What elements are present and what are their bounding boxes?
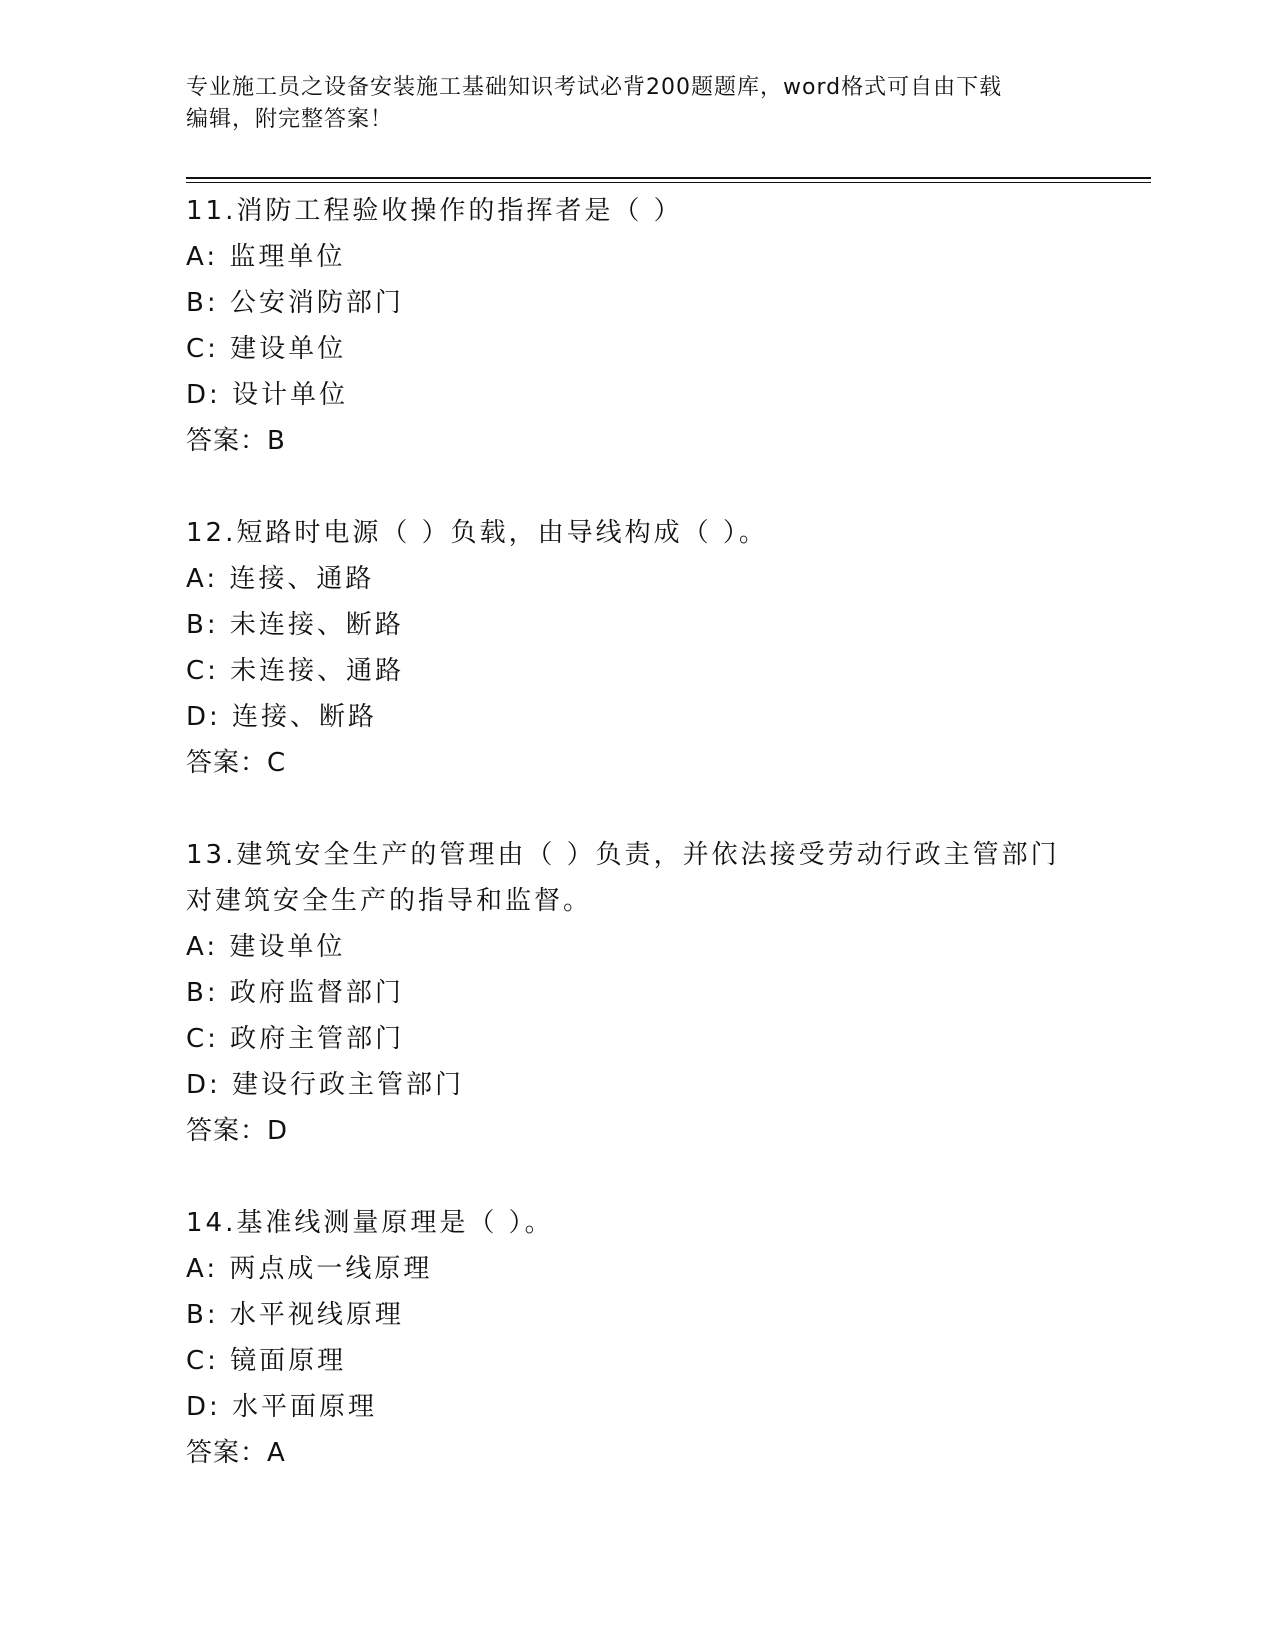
option-a: A: 两点成一线原理 [186, 1254, 433, 1284]
option-b: B: 水平视线原理 [186, 1300, 404, 1330]
answer-line: 答案：D [186, 1116, 289, 1146]
question-11 [186, 188, 1086, 464]
option-d: D: 水平面原理 [186, 1392, 378, 1422]
option-a: A: 监理单位 [186, 242, 346, 272]
option-b: B: 未连接、断路 [186, 610, 404, 640]
answer-line: 答案：A [186, 1438, 286, 1468]
header-line-1: 专业施工员之设备安装施工基础知识考试必背200题题库，word格式可自由下载 [186, 75, 1003, 100]
option-a: A: 连接、通路 [186, 564, 375, 594]
header-divider-thin [186, 182, 1151, 183]
answer-line: 答案：B [186, 426, 286, 456]
question-stem-line-1: 13.建筑安全生产的管理由（ ）负责，并依法接受劳动行政主管部门 [186, 840, 1060, 870]
question-list [186, 188, 1086, 1522]
option-c: C: 政府主管部门 [186, 1024, 405, 1054]
option-b: B: 公安消防部门 [186, 288, 404, 318]
header-line-2: 编辑，附完整答案！ [186, 107, 394, 132]
option-d: D: 设计单位 [186, 380, 349, 410]
answer-line: 答案：C [186, 748, 287, 778]
document-header [186, 72, 1076, 136]
option-c: C: 镜面原理 [186, 1346, 347, 1376]
option-a: A: 建设单位 [186, 932, 346, 962]
question-14 [186, 1200, 1086, 1476]
question-stem: 11.消防工程验收操作的指挥者是（ ） [186, 196, 683, 226]
option-d: D: 连接、断路 [186, 702, 378, 732]
question-stem-line-2: 对建筑安全生产的指导和监督。 [186, 886, 593, 916]
question-12 [186, 510, 1086, 786]
option-c: C: 建设单位 [186, 334, 347, 364]
question-stem: 14.基准线测量原理是（ ）。 [186, 1208, 554, 1238]
option-c: C: 未连接、通路 [186, 656, 405, 686]
option-d: D: 建设行政主管部门 [186, 1070, 465, 1100]
header-divider-thick [186, 177, 1151, 179]
question-13 [186, 832, 1086, 1154]
option-b: B: 政府监督部门 [186, 978, 404, 1008]
question-stem: 12.短路时电源（ ）负载，由导线构成（ ）。 [186, 518, 768, 548]
